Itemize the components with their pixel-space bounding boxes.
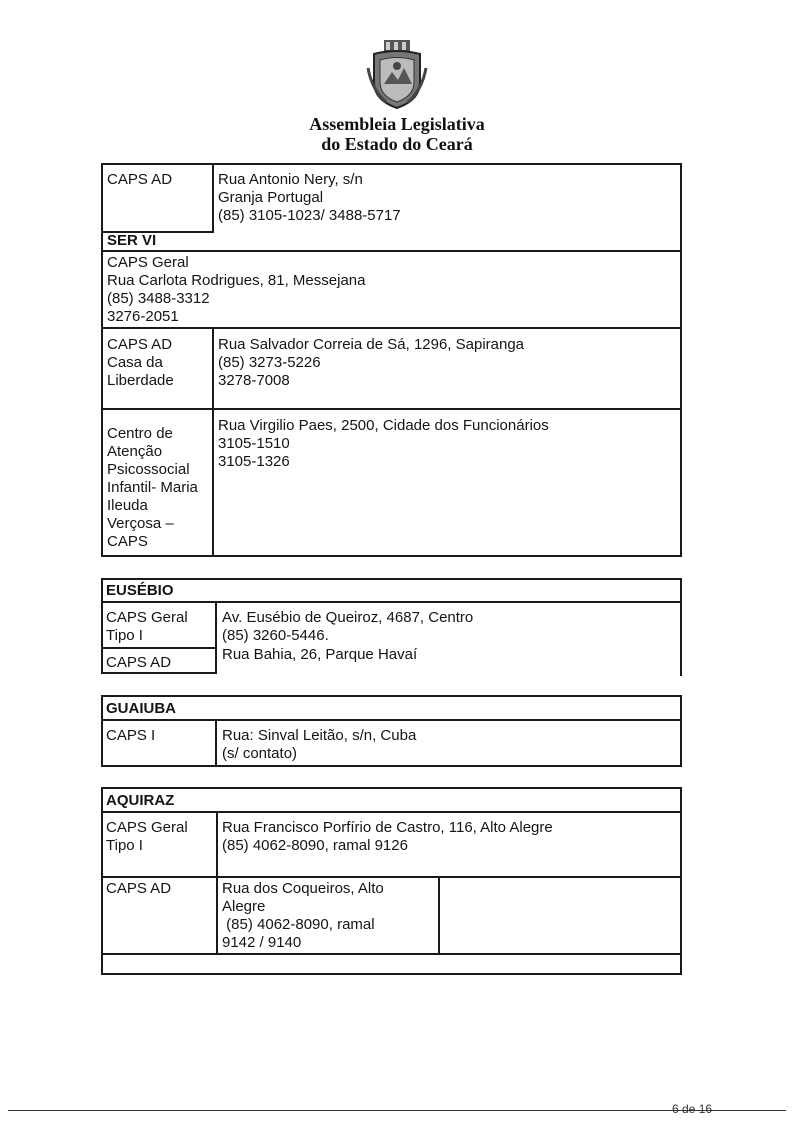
centro-address: Rua Virgilio Paes, 2500, Cidade dos Funcionários <box>218 417 549 434</box>
caps-geral-line: (85) 3488-3312 <box>107 290 210 307</box>
centro-label: CAPS <box>107 533 148 550</box>
institution-name-line2: do Estado do Ceará <box>321 134 473 154</box>
centro-label: Verçosa – <box>107 515 174 532</box>
institution-name-line1: Assembleia Legislativa <box>309 114 485 134</box>
centro-label: Centro de <box>107 425 173 442</box>
caps-ad-address: Rua Bahia, 26, Parque Havaí <box>222 646 418 663</box>
caps-geral-line: CAPS Geral <box>107 254 189 271</box>
region-heading-aquiraz: AQUIRAZ <box>106 792 175 809</box>
centro-label: Infantil- Maria <box>107 479 198 496</box>
caps-i-contact: (s/ contato) <box>222 745 298 762</box>
caps-ad-liberdade-address: Rua Salvador Correia de Sá, 1296, Sapiranga <box>218 336 525 353</box>
caps-ad-label: CAPS AD <box>106 880 172 897</box>
region-heading-guaiuba: GUAIUBA <box>106 700 176 717</box>
caps-geral-label: CAPS Geral <box>106 819 188 836</box>
centro-label: Ileuda <box>107 497 148 514</box>
caps-geral-phone: (85) 4062-8090, ramal 9126 <box>222 837 408 854</box>
centro-label: Psicossocial <box>107 461 190 478</box>
caps-geral-label: Tipo I <box>106 837 143 854</box>
page-number: 6 de 16 <box>672 1102 713 1116</box>
region-heading-eusebio: EUSÉBIO <box>106 582 174 599</box>
caps-ad-phone: (85) 4062-8090, ramal <box>222 916 375 933</box>
caps-geral-label: Tipo I <box>106 627 143 644</box>
caps-geral-label: CAPS Geral <box>106 609 188 626</box>
caps-geral-line: 3276-2051 <box>107 308 179 325</box>
coat-of-arms-emblem <box>366 38 428 110</box>
footer-rule <box>8 1110 786 1111</box>
region-heading-ser-vi: SER VI <box>107 232 157 249</box>
caps-geral-address: Av. Eusébio de Queiroz, 4687, Centro <box>222 609 474 626</box>
caps-ad-liberdade-label: Casa da <box>107 354 163 371</box>
caps-ad-label: CAPS AD <box>106 654 172 671</box>
caps-ad-liberdade-label: CAPS AD <box>107 336 173 353</box>
caps-ad-address-line: Rua Antonio Nery, s/n <box>218 171 363 188</box>
caps-geral-address: Rua Francisco Porfírio de Castro, 116, Alto Alegre <box>222 819 553 836</box>
caps-i-address: Rua: Sinval Leitão, s/n, Cuba <box>222 727 417 744</box>
caps-i-label: CAPS I <box>106 727 156 744</box>
caps-ad-address: Rua dos Coqueiros, Alto <box>222 880 384 897</box>
centro-phone: 3105-1326 <box>218 453 290 470</box>
caps-ad-liberdade-address: 3278-7008 <box>218 372 290 389</box>
caps-ad-label: CAPS AD <box>107 171 173 188</box>
caps-geral-line: Rua Carlota Rodrigues, 81, Messejana <box>107 272 366 289</box>
centro-phone: 3105-1510 <box>218 435 290 452</box>
centro-label: Atenção <box>107 443 163 460</box>
caps-geral-phone: (85) 3260-5446. <box>222 627 329 644</box>
caps-ad-phone: (85) 3105-1023/ 3488-5717 <box>218 207 401 224</box>
caps-ad-address: Alegre <box>222 898 266 915</box>
caps-ad-address-line: Granja Portugal <box>218 189 324 206</box>
caps-ad-liberdade-label: Liberdade <box>107 372 174 389</box>
caps-ad-phone: 9142 / 9140 <box>222 934 302 951</box>
caps-ad-liberdade-address: (85) 3273-5226 <box>218 354 321 371</box>
